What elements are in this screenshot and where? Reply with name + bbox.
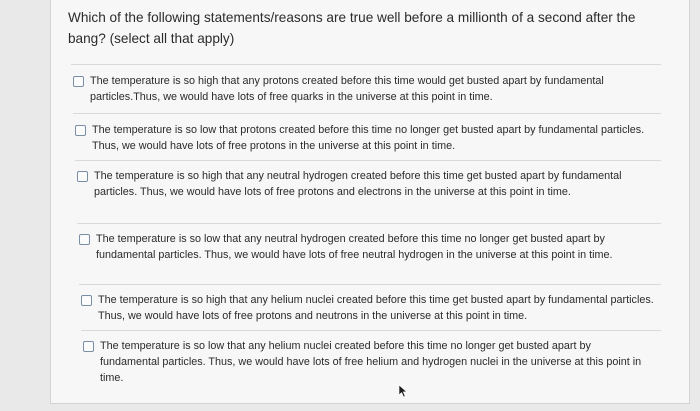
option-label: The temperature is so low that any neutral hydrogen created before this time no longer get busted apart by fundamental particles. Thus, we would have lots of free neutral hydrogen in the universe at this point in time. (96, 233, 613, 261)
option-label: The temperature is so low that any helium nuclei created before this time no longer get busted apart by fundamental particles. Thus, we would have lots of free helium and hydrogen nuclei in the universe at this point in time. (100, 340, 642, 384)
option-4[interactable] (79, 231, 659, 263)
option-3[interactable] (77, 168, 659, 200)
checkbox-option-4[interactable] (79, 234, 90, 245)
question-card (50, 0, 690, 404)
mouse-pointer-icon (398, 384, 408, 398)
divider (81, 330, 661, 331)
divider (75, 160, 661, 161)
option-label: The temperature is so low that protons created before this time no longer get busted apart by fundamental particles. Thus, we would have lots of free protons in the universe at this point in time. (92, 124, 645, 152)
checkbox-option-3[interactable] (77, 171, 88, 182)
divider (77, 223, 661, 224)
divider (73, 113, 661, 114)
option-label: The temperature is so high that any protons created before this time would get busted apart by fundamental particles.Thus, we would have lots of free quarks in the universe at this point in time. (90, 75, 604, 103)
option-1[interactable] (73, 73, 648, 105)
option-5[interactable] (81, 292, 657, 324)
checkbox-option-2[interactable] (75, 125, 86, 136)
checkbox-option-5[interactable] (81, 295, 92, 306)
divider (79, 284, 661, 285)
checkbox-option-6[interactable] (83, 341, 94, 352)
checkbox-option-1[interactable] (73, 76, 84, 87)
option-2[interactable] (75, 122, 648, 154)
option-label: The temperature is so high that any neutral hydrogen created before this time get busted apart by fundamental particles. Thus, we would have lots of free protons and electrons in the universe at this point in time. (94, 170, 622, 198)
option-6[interactable] (83, 338, 643, 386)
divider (71, 64, 661, 65)
question-text: Which of the following statements/reasons are true well before a millionth of a second after the bang? (select all that apply) (68, 10, 636, 46)
option-label: The temperature is so high that any helium nuclei created before this time get busted apart by fundamental particles. Thus, we would have lots of free protons and neutrons in the universe at this point in time. (98, 294, 654, 322)
